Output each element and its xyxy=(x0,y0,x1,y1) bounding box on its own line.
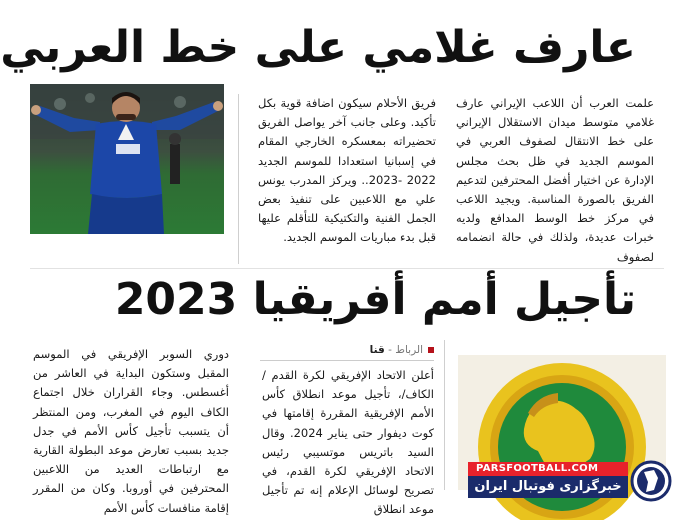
article2-column-2-text: دوري السوبر الإفريقي في الموسم المقبل وستكون البداية في العاشر من أغسطس. وجاء القراران خلال اجتماع الكاف اليوم في المغرب، ومن المنتظر أن يتسبب تأجيل كأس الأمم في جدل جديد بسبب تعارض موعد البطولة القارية مع ارتباطات العديد من اللاعبين المحترفين في أوروبا. وكان من المقرر إقامة منافسات كأس الأمم xyxy=(33,347,229,515)
dateline-marker-icon xyxy=(428,347,434,353)
dateline-place: الرباط - xyxy=(388,344,423,356)
watermark-site: PARSFOOTBALL.COM xyxy=(468,462,628,476)
column-divider xyxy=(444,340,445,490)
article2-column-1-text: أعلن الاتحاد الإفريقي لكرة القدم /الكاف/، تأجيل موعد انطلاق كأس الأمم الإفريقية المقررة إقامتها في كوت ديفوار حتى يناير 2024. وقال السيد باتريس موتسيبي رئيس الاتحاد الإفريقي لكرة القدم، في تصريح لوسائل الإعلام إنه تم تأجيل موعد انطلاق xyxy=(262,368,434,517)
column-divider xyxy=(238,94,239,264)
dateline-source: قنا xyxy=(369,344,385,356)
watermark-tagline: خبرگزاری فوتبال ایران xyxy=(468,476,628,498)
article2-column-1 xyxy=(262,366,434,517)
article1-column-2-text: فريق الأحلام سيكون اضافة قوية بكل تأكيد. وعلى جانب آخر يواصل الفريق تحضيراته بمعسكره الخارجي المقام في إسبانيا استعدادا للموسم الجديد 2022 -2023.. ويركز المدرب يونس علي مع اللاعبين على تنفيذ بعض الجمل الفنية والتكتيكية للتأقلم عليها قبل بدء مباريات الموسم الجديد. xyxy=(258,96,437,245)
watermark-logo-icon xyxy=(630,460,672,502)
headline-afcon-postponed: تأجيل أمم أفريقيا 2023 xyxy=(114,274,636,325)
article2-column-2 xyxy=(33,345,229,515)
article1-column-1-text: علمت العرب أن اللاعب الإيراني عارف غلامي متوسط ميدان الاستقلال الإيراني على خط الانتقال لصفوف العربي في الموسم الجديد في ظل بحث مجلس الإدارة عن اختيار أفضل المحترفين لتدعيم الفريق بالصورة المناسبة. ويجيد اللاعب في مركز خط الوسط المدافع ولديه خبرات عديدة، ولذلك في حالة انضمامه لصفوف xyxy=(456,96,654,264)
watermark xyxy=(462,462,674,518)
article1-column-1 xyxy=(456,94,654,264)
player-photo xyxy=(30,84,224,234)
dateline xyxy=(260,340,434,361)
section-divider xyxy=(30,268,664,269)
article1-column-2 xyxy=(258,94,436,266)
headline-gholami: عارف غلامي على خط العربي xyxy=(0,22,636,73)
